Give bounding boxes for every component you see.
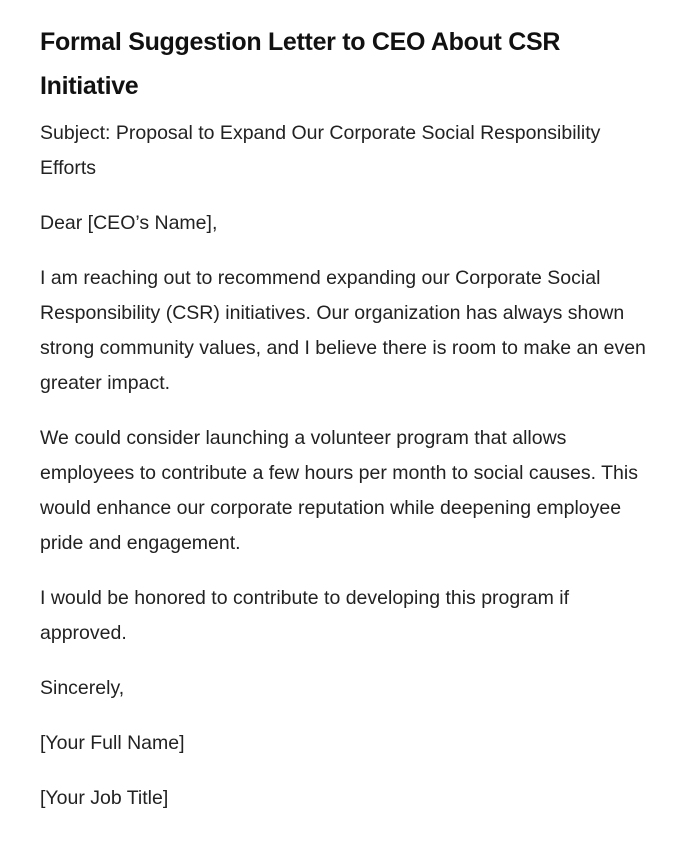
letter-paragraph: We could consider launching a volunteer program that allows employees to contribute a few hours per month to social causes. This would enhance our corporate reputation while deepening employee pride and engagement. bbox=[40, 427, 638, 554]
letter-closing: Sincerely, bbox=[40, 677, 125, 699]
signature-title: [Your Job Title] bbox=[40, 787, 169, 809]
signature-name: [Your Full Name] bbox=[40, 732, 185, 754]
document-title: Formal Suggestion Letter to CEO About CSR Initiative bbox=[40, 28, 561, 100]
letter-document bbox=[40, 20, 650, 816]
letter-paragraph: I would be honored to contribute to developing this program if approved. bbox=[40, 587, 569, 644]
letter-subject: Subject: Proposal to Expand Our Corporate Social Responsibility Efforts bbox=[40, 122, 601, 179]
letter-paragraph: I am reaching out to recommend expanding our Corporate Social Responsibility (CSR) initiatives. Our organization has always shown strong community values, and I believe there is room to make an even greater impact. bbox=[40, 267, 646, 394]
letter-salutation: Dear [CEO’s Name], bbox=[40, 212, 218, 234]
